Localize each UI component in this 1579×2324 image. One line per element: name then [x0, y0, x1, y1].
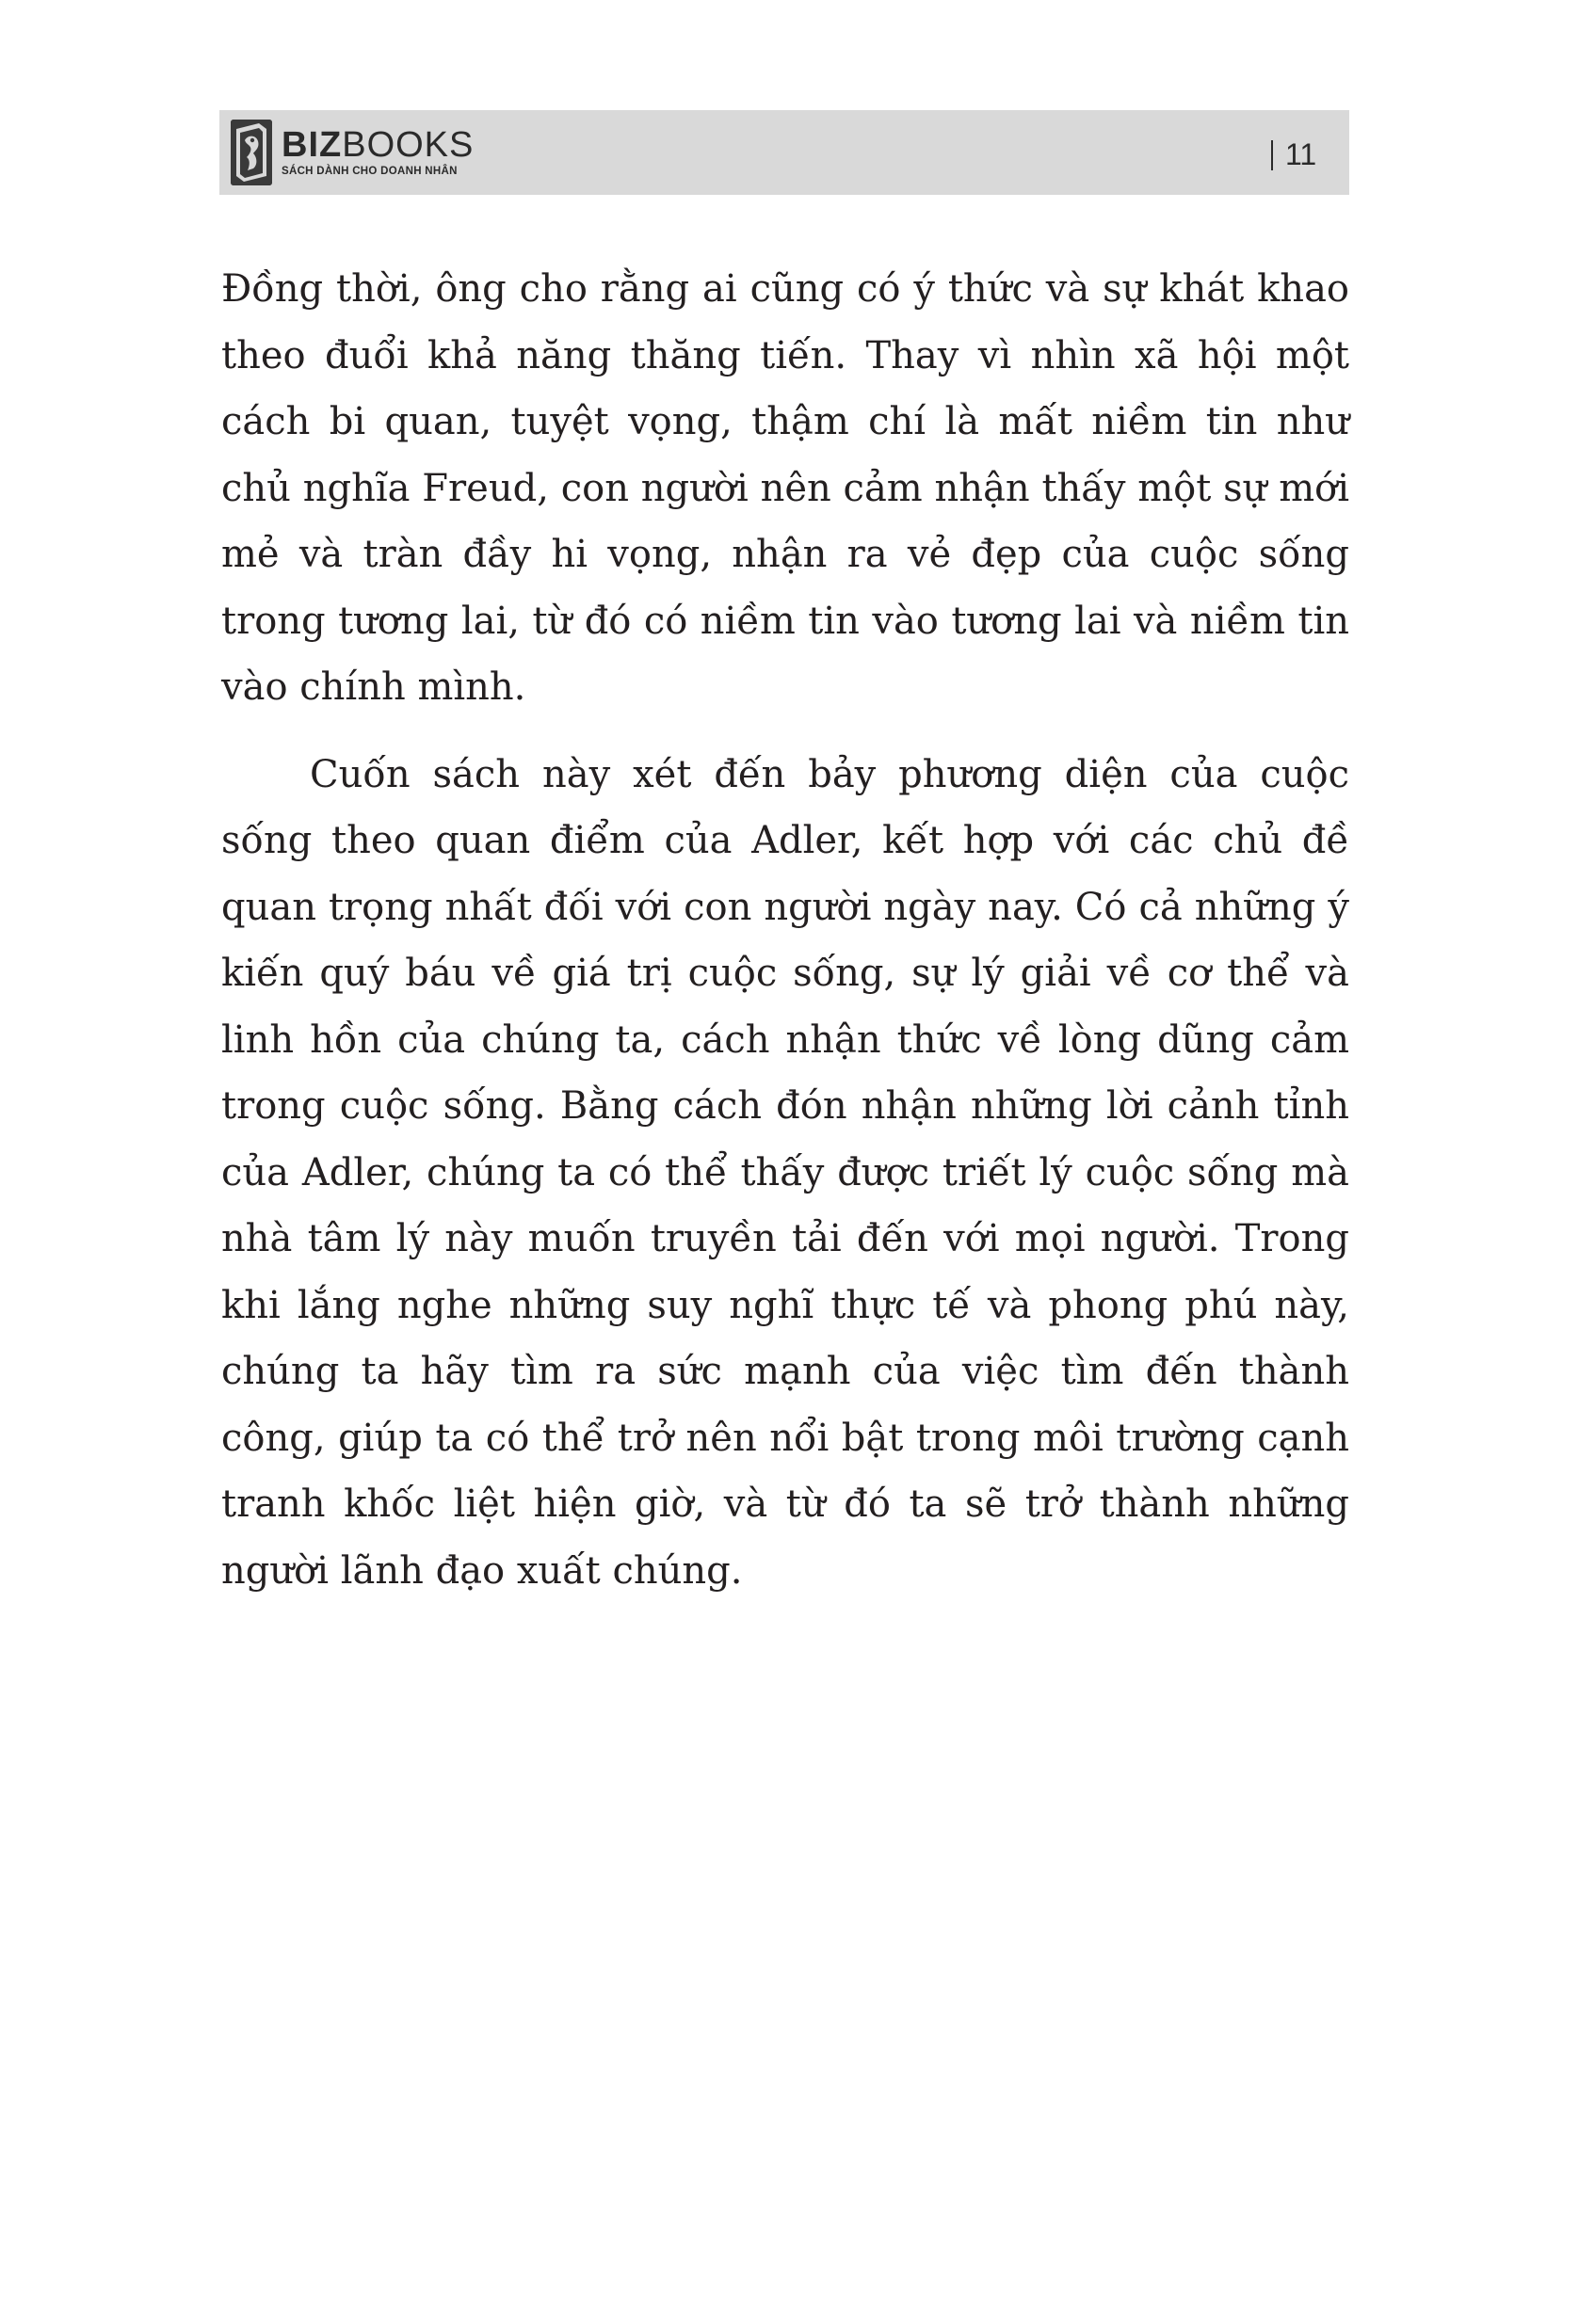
bizbooks-logo-icon [231, 120, 272, 185]
page-number-divider [1271, 140, 1273, 170]
publisher-logo [231, 118, 474, 187]
logo-text [282, 126, 474, 179]
brand-suffix: BOOKS [342, 125, 475, 165]
running-header [219, 110, 1349, 195]
brand-name [282, 126, 474, 164]
page-number: 11 [1285, 137, 1317, 171]
paragraph: Đồng thời, ông cho rằng ai cũng có ý thức và sự khát khao theo đuổi khả năng thăng tiến. Thay vì nhìn xã hội một cách bi quan, tuyệt vọng, thậm chí là mất niềm tin như chủ nghĩa Freud, con người nên cảm nhận thấy một sự mới mẻ và tràn đầy hi vọng, nhận ra vẻ đẹp của cuộc sống trong tương lai, từ đó có niềm tin vào tương lai và niềm tin vào chính mình. [221, 267, 1349, 709]
brand-tagline: SÁCH DÀNH CHO DOANH NHÂN [282, 166, 458, 177]
brand-prefix: BIZ [282, 125, 343, 165]
body-text [221, 256, 1349, 1604]
paragraph: Cuốn sách này xét đến bảy phương diện của cuộc sống theo quan điểm của Adler, kết hợp với các chủ đề quan trọng nhất đối với con người ngày nay. Có cả những ý kiến quý báu về giá trị cuộc sống, sự lý giải về cơ thể và linh hồn của chúng ta, cách nhận thức về lòng dũng cảm trong cuộc sống. Bằng cách đón nhận những lời cảnh tỉnh của Adler, chúng ta có thể thấy được triết lý cuộc sống mà nhà tâm lý này muốn truyền tải đến với mọi người. Trong khi lắng nghe những suy nghĩ thực tế và phong phú này, chúng ta hãy tìm ra sức mạnh của việc tìm đến thành công, giúp ta có thể trở nên nổi bật trong môi trường cạnh tranh khốc liệt hiện giờ, và từ đó ta sẽ trở thành những người lãnh đạo xuất chúng. [221, 752, 1349, 1593]
